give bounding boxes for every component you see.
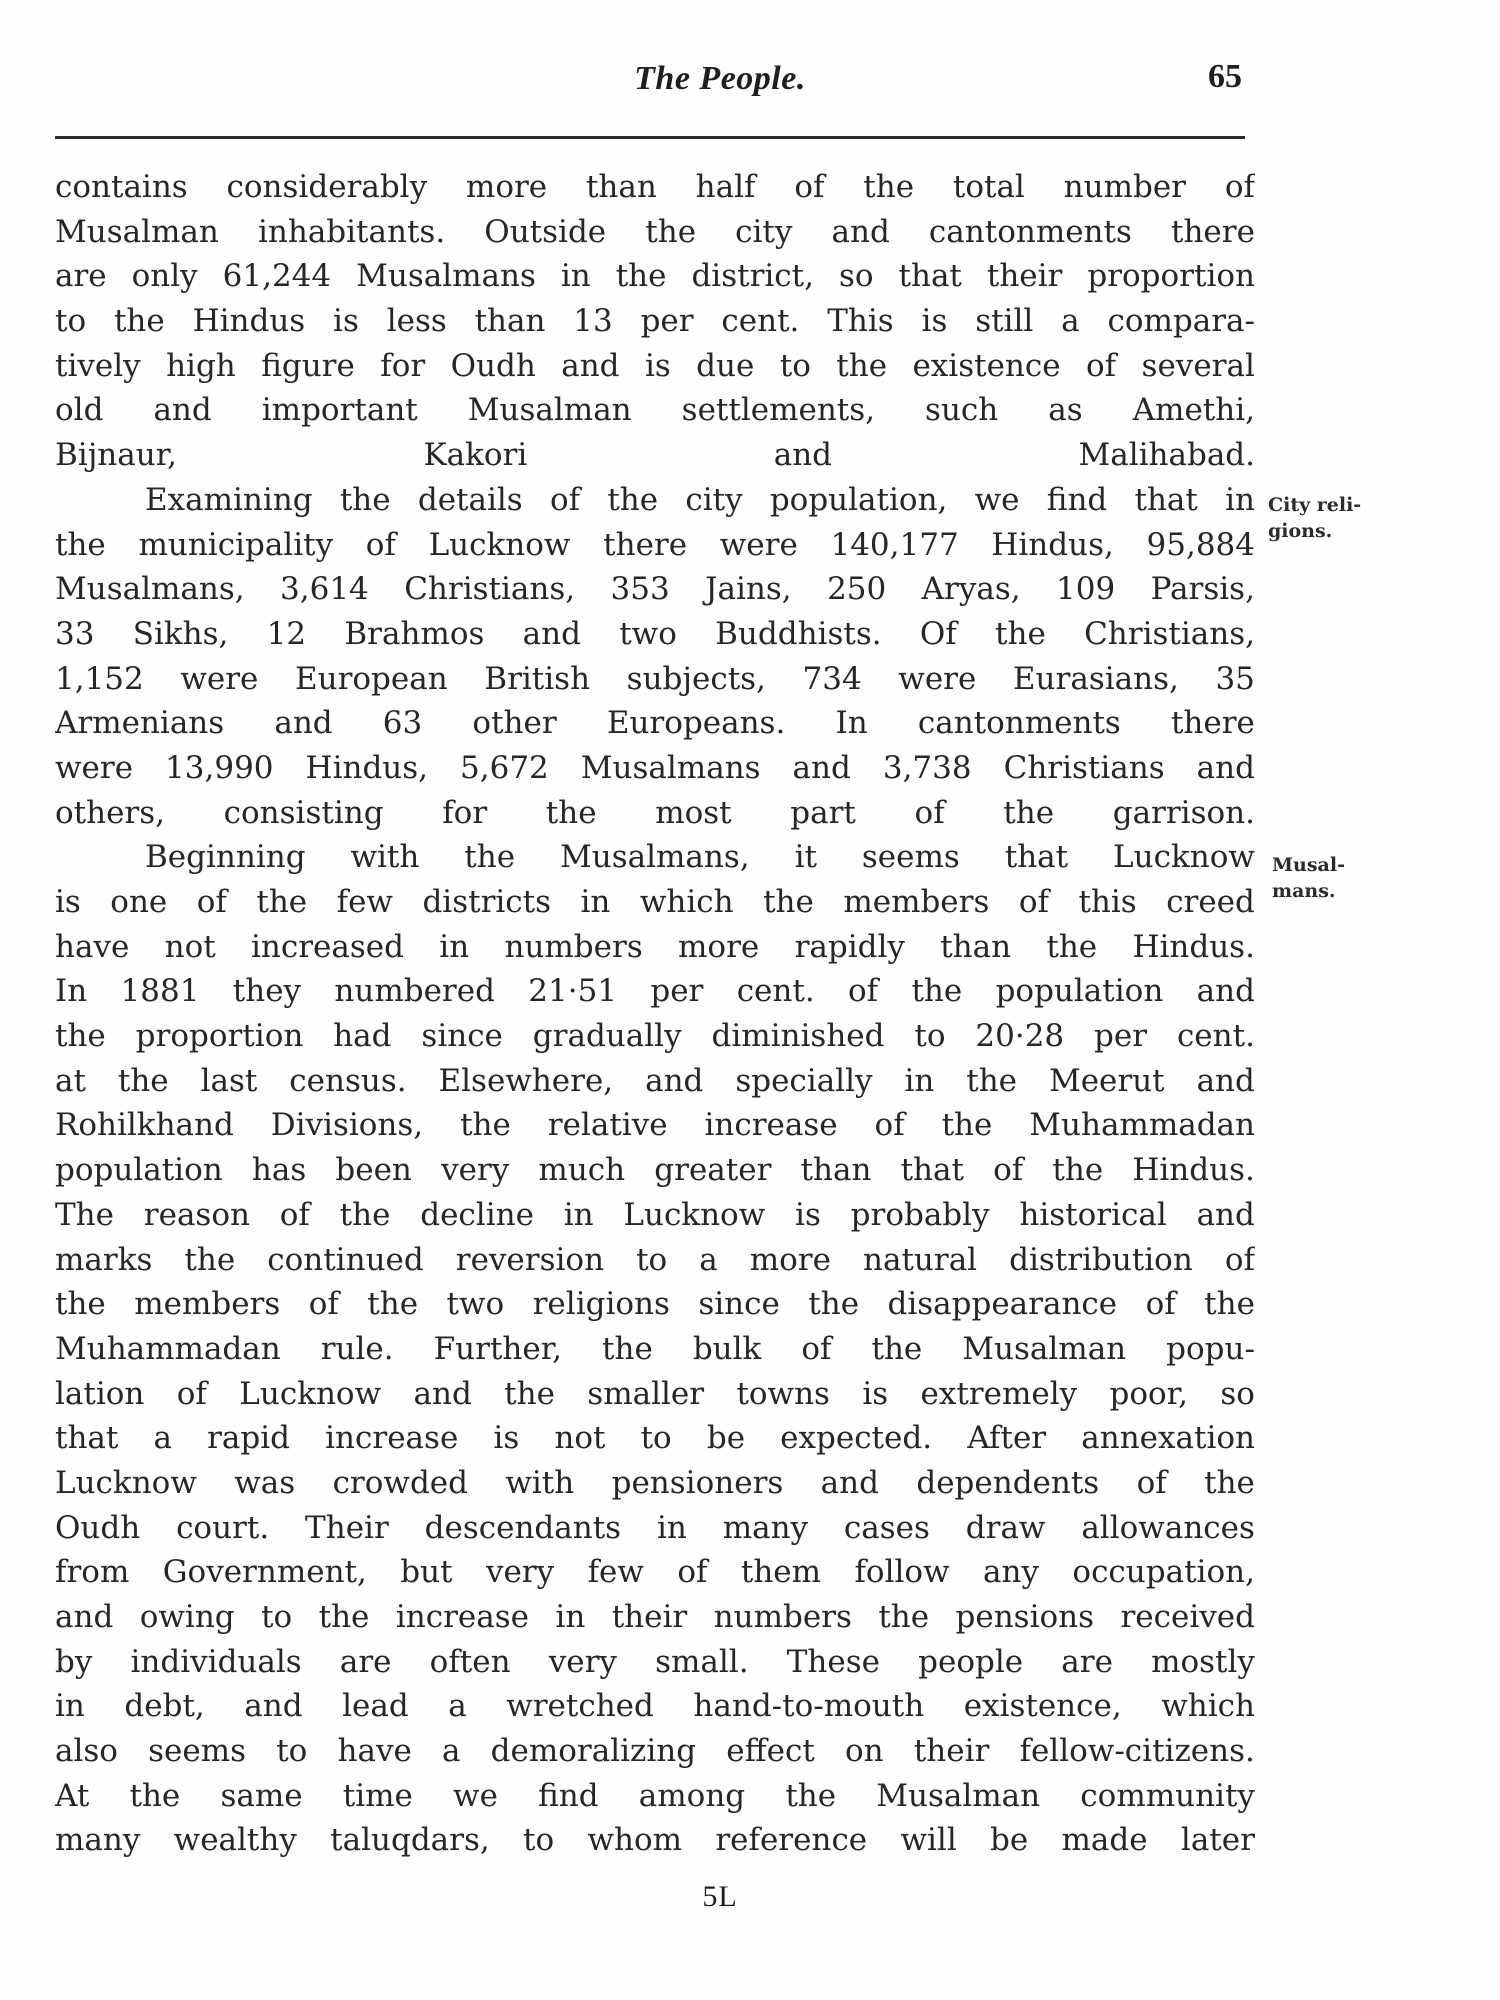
margin-note-musalmans [1272, 852, 1345, 904]
text-line: in debt, and lead a wretched hand-to-mouth existence, which [55, 1688, 1255, 1725]
margin-note-line: gions. [1268, 520, 1333, 542]
page-number: 65 [1208, 58, 1242, 95]
body-text [55, 165, 1255, 1863]
margin-note-city-religions [1268, 492, 1361, 544]
text-line: old and important Musalman settlements, such as Amethi, [55, 392, 1255, 429]
text-line: Armenians and 63 other Europeans. In cantonments there [55, 705, 1255, 742]
text-line: Oudh court. Their descendants in many cases draw allowances [55, 1509, 1255, 1546]
text-line: by individuals are often very small. These people are mostly [55, 1643, 1255, 1680]
text-line: Musalman inhabitants. Outside the city and cantonments there [55, 213, 1255, 250]
text-line: also seems to have a demoralizing effect on their fellow-citizens. [55, 1733, 1255, 1770]
text-line: others, consisting for the most part of the garrison. [55, 794, 1255, 831]
text-line: and owing to the increase in their numbers the pensions received [55, 1599, 1255, 1635]
text-line: population has been very much greater than that of the Hindus. [55, 1152, 1255, 1189]
text-line: The reason of the decline in Lucknow is probably historical and [55, 1196, 1255, 1233]
text-line: were 13,990 Hindus, 5,672 Musalmans and 3,738 Christians and [55, 749, 1255, 786]
text-line: At the same time we find among the Musalman community [55, 1777, 1255, 1814]
text-line: In 1881 they numbered 21·51 per cent. of the population and [55, 973, 1255, 1010]
text-line: is one of the few districts in which the members of this creed [55, 884, 1255, 920]
text-line: Musalmans, 3,614 Christians, 353 Jains, 250 Aryas, 109 Parsis, [55, 571, 1255, 608]
text-line: contains considerably more than half of the total number of [55, 169, 1255, 205]
text-line: the members of the two religions since the disappearance of the [55, 1286, 1255, 1323]
text-line: Beginning with the Musalmans, it seems that Lucknow [145, 839, 1255, 876]
text-line: tively high figure for Oudh and is due to the existence of several [55, 347, 1255, 384]
signature-mark: 5L [702, 1880, 738, 1913]
text-line: from Government, but very few of them follow any occupation, [55, 1554, 1255, 1591]
text-line: 1,152 were European British subjects, 734 were Eurasians, 35 [55, 660, 1255, 697]
text-line: are only 61,244 Musalmans in the district, so that their proportion [55, 258, 1255, 295]
text-line: 33 Sikhs, 12 Brahmos and two Buddhists. Of the Christians, [55, 615, 1255, 652]
text-line: the proportion had since gradually diminished to 20·28 per cent. [55, 1018, 1255, 1055]
header-rule [55, 136, 1245, 139]
margin-note-line: mans. [1272, 880, 1336, 902]
text-line: Bijnaur, Kakori and Malihabad. [55, 437, 1255, 474]
text-line: many wealthy taluqdars, to whom reference will be made later [55, 1822, 1255, 1859]
text-line: marks the continued reversion to a more natural distribution of [55, 1241, 1255, 1278]
text-line: at the last census. Elsewhere, and specially in the Meerut and [55, 1062, 1255, 1099]
text-line: have not increased in numbers more rapidly than the Hindus. [55, 928, 1255, 965]
text-line: the municipality of Lucknow there were 140,177 Hindus, 95,884 [55, 526, 1255, 563]
text-line: Muhammadan rule. Further, the bulk of the Musalman popu- [55, 1330, 1255, 1367]
margin-note-line: City reli- [1268, 494, 1362, 516]
text-line: Rohilkhand Divisions, the relative increase of the Muhammadan [55, 1107, 1255, 1144]
margin-note-line: Musal- [1272, 854, 1345, 876]
text-line: that a rapid increase is not to be expected. After annexation [55, 1420, 1255, 1457]
running-title: The People. [634, 60, 806, 97]
text-line: lation of Lucknow and the smaller towns is extremely poor, so [55, 1375, 1255, 1412]
text-line: Examining the details of the city population, we find that in [145, 481, 1255, 518]
text-line: Lucknow was crowded with pensioners and dependents of the [55, 1464, 1255, 1501]
text-line: to the Hindus is less than 13 per cent. This is still a compara- [55, 303, 1255, 340]
